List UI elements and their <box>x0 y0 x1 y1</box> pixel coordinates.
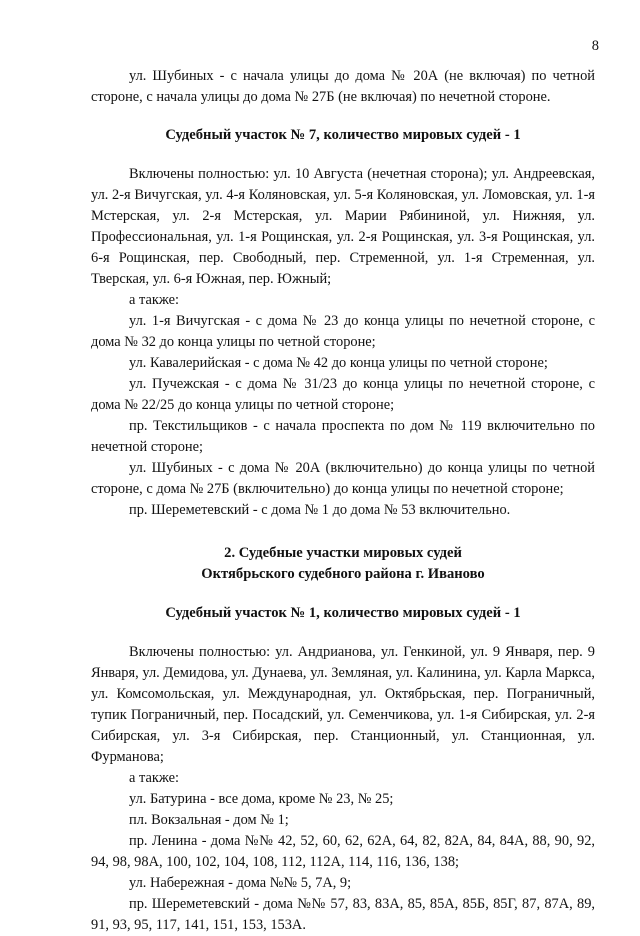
section-2-heading-line2: Октябрьского судебного района г. Иваново <box>201 566 485 582</box>
section-oct-1-item: пл. Вокзальная - дом № 1; <box>129 812 289 828</box>
section-7-item: ул. Пучежская - с дома № 31/23 до конца улицы по нечетной стороне, с дома № 22/25 до конца улицы по четной стороне; <box>91 376 595 413</box>
section-oct-1-item: ул. Набережная - дома №№ 5, 7А, 9; <box>129 875 352 891</box>
section-7-item: ул. Шубиных - с дома № 20А (включительно) до конца улицы по четной стороне, с дома № 27Б (включительно) до конца улицы по нечетной стороне; <box>91 460 595 497</box>
page-number: 8 <box>591 38 599 54</box>
spacer <box>91 624 595 642</box>
section-7-item: ул. Кавалерийская - с дома № 42 до конца улицы по четной стороне; <box>129 355 548 371</box>
section-7-item: пр. Текстильщиков - с начала проспекта по дом № 119 включительно по нечетной стороне; <box>91 418 595 455</box>
document-body <box>91 66 595 936</box>
section-7-heading: Судебный участок № 7, количество мировых судей - 1 <box>165 127 521 143</box>
section-7-item: ул. 1-я Вичугская - с дома № 23 до конца улицы по нечетной стороне, с дома № 32 до конца улицы по четной стороне; <box>91 313 595 350</box>
section-2-heading-line1: 2. Судебные участки мировых судей <box>224 545 462 561</box>
section-oct-1-included-fully: Включены полностью: ул. Андрианова, ул. Генкиной, ул. 9 Января, пер. 9 Января, ул. Демидова, ул. Дунаева, ул. Земляная, ул. Калинина, ул. Карла Маркса, ул. Комсомольская, ул. Международная, ул. Октябрьская, пер. Пограничный, тупик Пограничный, пер. Посадский, ул. Семенчикова, ул. 1-я Сибирская, ул. 2-я Сибирская, ул. 3-я Сибирская, пер. Станционный, ул. Станционная, ул. Фурманова; <box>91 644 595 765</box>
section-oct-1-item: ул. Батурина - все дома, кроме № 23, № 25; <box>129 791 394 807</box>
spacer <box>91 585 595 603</box>
section-7-item: пр. Шереметевский - с дома № 1 до дома № 53 включительно. <box>129 502 511 518</box>
section-7-included-fully: Включены полностью: ул. 10 Августа (нечетная сторона); ул. Андреевская, ул. 2-я Вичугская, ул. 4-я Коляновская, ул. 5-я Коляновская, ул. Ломовская, ул. 1-я Мстерская, ул. 2-я Мстерская, ул. Марии Рябининой, ул. Нижняя, ул. Профессиональная, ул. 1-я Рощинская, ул. 2-я Рощинская, ул. 3-я Рощинская, ул. 6-я Рощинская, пер. Свободный, пер. Стременной, ул. 1-я Стременная, ул. Тверская, ул. 6-я Южная, пер. Южный; <box>91 166 595 287</box>
section-oct-1-also-label: а также: <box>129 770 179 786</box>
section-7-also-label: а также: <box>129 292 179 308</box>
section-oct-1-heading: Судебный участок № 1, количество мировых судей - 1 <box>165 605 521 621</box>
section-oct-1-item: пр. Ленина - дома №№ 42, 52, 60, 62, 62А, 64, 82, 82А, 84, 84А, 88, 90, 92, 94, 98, 98А, 100, 102, 104, 108, 112, 112А, 114, 116, 136, 138; <box>91 833 595 870</box>
section-oct-1-item: пр. Шереметевский - дома №№ 57, 83, 83А, 85, 85А, 85Б, 85Г, 87, 87А, 89, 91, 93, 95, 117, 141, 151, 153, 153А. <box>91 896 595 933</box>
spacer <box>91 108 595 125</box>
top-paragraph: ул. Шубиных - с начала улицы до дома № 20А (не включая) по четной стороне, с начала улицы до дома № 27Б (не включая) по нечетной стороне. <box>91 68 595 105</box>
spacer <box>91 146 595 164</box>
spacer <box>91 521 595 543</box>
